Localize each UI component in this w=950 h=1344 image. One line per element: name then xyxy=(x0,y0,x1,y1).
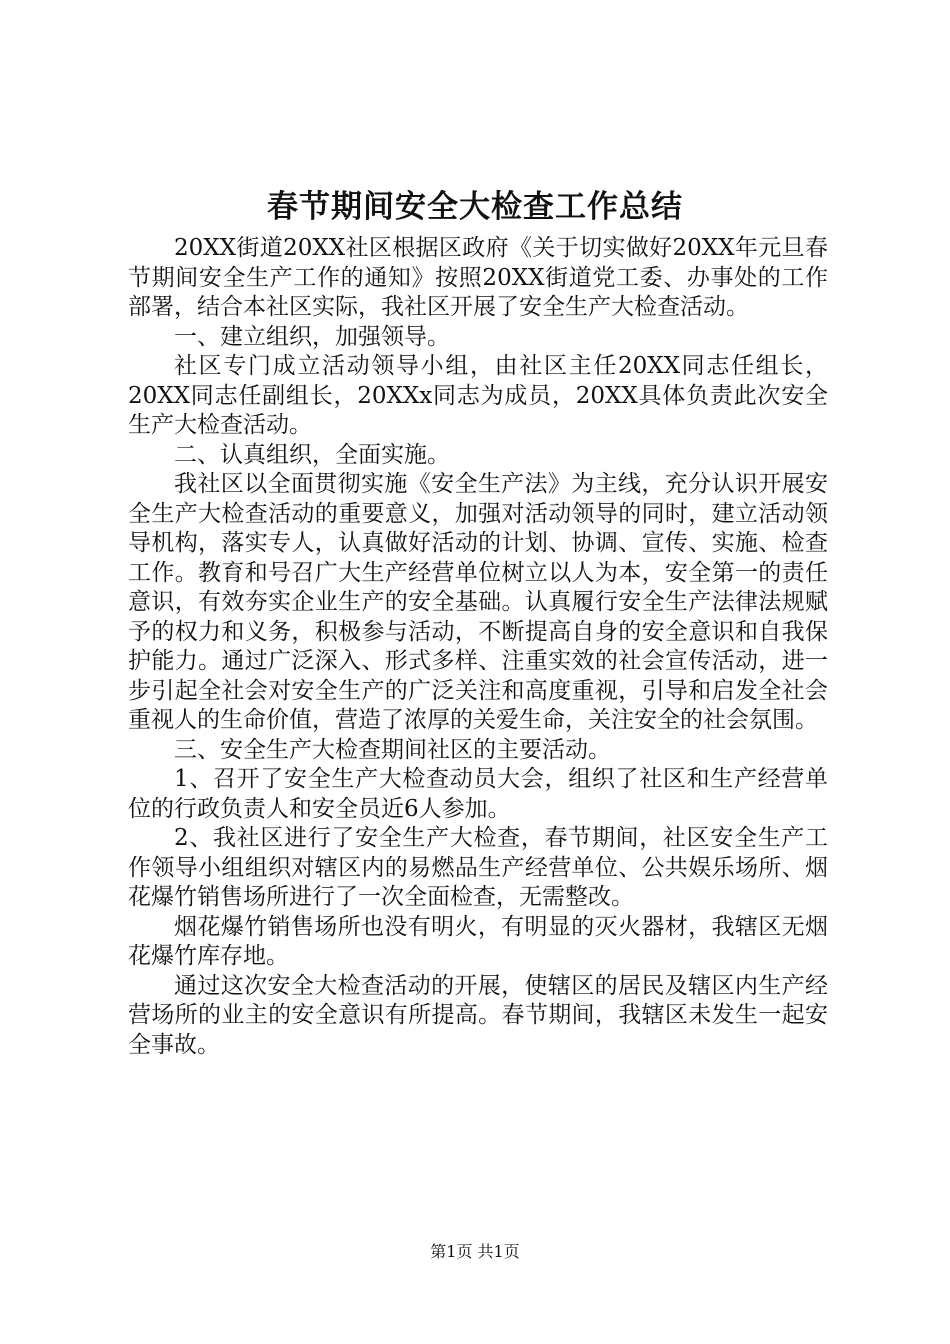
section-heading-1: 一、建立组织，加强领导。 xyxy=(174,323,450,350)
paragraph-conclusion: 通过这次安全大检查活动的开展，使辖区的居民及辖区内生产经营场所的业主的安全意识有所提高。春节期间，我辖区未发生一起安全事故。 xyxy=(128,972,828,1058)
paragraph-fireworks: 烟花爆竹销售场所也没有明火，有明显的灭火器材，我辖区无烟花爆竹库存地。 xyxy=(128,913,828,969)
paragraph-item-2: 2、我社区进行了安全生产大检查，春节期间，社区安全生产工作领导小组组织对辖区内的易燃品生产经营单位、公共娱乐场所、烟花爆竹销售场所进行了一次全面检查，无需整改。 xyxy=(128,825,828,910)
document-title: 春节期间安全大检查工作总结 xyxy=(267,189,683,225)
section-heading-3: 三、安全生产大检查期间社区的主要活动。 xyxy=(174,736,611,763)
section-heading-2: 二、认真组织，全面实施。 xyxy=(174,441,450,468)
paragraph-implementation: 我社区以全面贯彻实施《安全生产法》为主线，充分认识开展安全生产大检查活动的重要意义，加强对活动领导的同时，建立活动领导机构，落实专人，认真做好活动的计划、协调、宣传、实施、检查工作。教育和号召广大生产经营单位树立以人为本，安全第一的责任意识，有效夯实企业生产的安全基础。认真履行安全生产法律法规赋予的权力和义务，积极参与活动，不断提高自身的安全意识和自我保护能力。通过广泛深入、形式多样、注重实效的社会宣传活动，进一步引起全社会对安全生产的广泛关注和高度重视，引导和启发全社会重视人的生命价值，营造了浓厚的关爱生命，关注安全的社会氛围。 xyxy=(128,471,828,733)
paragraph-intro: 20XX街道20XX社区根据区政府《关于切实做好20XX年元旦春节期间安全生产工作的通知》按照20XX街道党工委、办事处的工作部署，结合本社区实际，我社区开展了安全生产大检查活动。 xyxy=(128,235,828,320)
paragraph-organization: 社区专门成立活动领导小组，由社区主任20XX同志任组长，20XX同志任副组长，20XXx同志为成员，20XX具体负责此次安全生产大检查活动。 xyxy=(128,353,828,438)
page-number-footer: 第1页 共1页 xyxy=(430,1242,520,1261)
paragraph-item-1: 1、召开了安全生产大检查动员大会，组织了社区和生产经营单位的行政负责人和安全员近6人参加。 xyxy=(128,766,828,822)
document-body xyxy=(128,234,828,1060)
